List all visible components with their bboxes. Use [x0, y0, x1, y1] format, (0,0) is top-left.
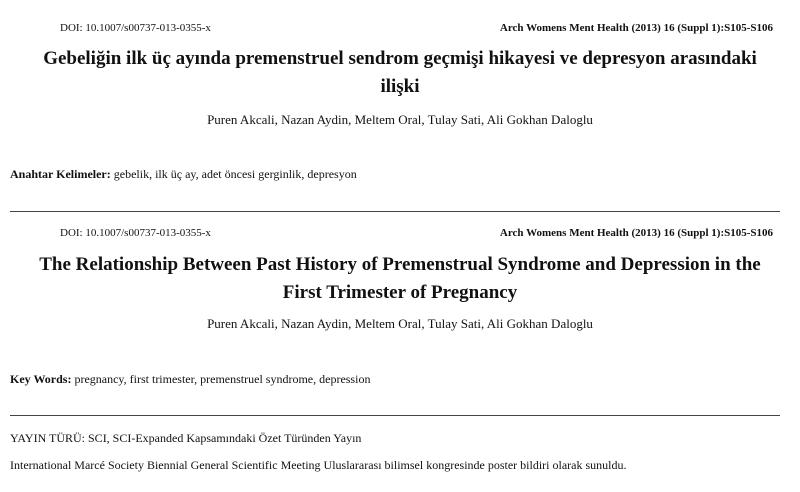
- section-divider-2: [10, 415, 780, 416]
- keywords-en: [10, 372, 370, 387]
- doi-en: DOI: 10.1007/s00737-013-0355-x: [60, 227, 211, 239]
- paper-title-tr: [0, 45, 800, 101]
- keywords-label-en: Key Words:: [10, 372, 72, 386]
- conference-note: International Marcé Society Biennial General Scientific Meeting Uluslararası bilimsel kongresinde poster bildiri olarak sunuldu.: [10, 458, 627, 472]
- keywords-label-tr: Anahtar Kelimeler:: [10, 167, 111, 181]
- journal-citation-en: Arch Womens Ment Health (2013) 16 (Suppl 1):S105-S106: [499, 227, 773, 239]
- authors-en: Puren Akcali, Nazan Aydin, Meltem Oral, Tulay Sati, Ali Gokhan Daloglu: [207, 316, 593, 331]
- section-divider-1: [10, 211, 780, 212]
- paper-title-tr-line1: Gebeliğin ilk üç ayında premenstruel sendrom geçmişi hikayesi ve depresyon arasındaki: [43, 48, 757, 69]
- paper-title-en-line1: The Relationship Between Past History of Premenstrual Syndrome and Depression in the: [39, 254, 761, 275]
- paper-title-en-line2: First Trimester of Pregnancy: [282, 282, 518, 303]
- keywords-tr: [10, 167, 357, 182]
- keywords-text-en: pregnancy, first trimester, premenstruel syndrome, depression: [71, 372, 371, 386]
- journal-citation-tr: Arch Womens Ment Health (2013) 16 (Suppl 1):S105-S106: [499, 22, 773, 34]
- publication-type: YAYIN TÜRÜ: SCI, SCI-Expanded Kapsamındaki Özet Türünden Yayın: [10, 431, 362, 445]
- paper-title-en: [0, 251, 800, 307]
- paper-title-tr-line2: ilişki: [380, 76, 420, 97]
- authors-tr: Puren Akcali, Nazan Aydin, Meltem Oral, Tulay Sati, Ali Gokhan Daloglu: [207, 112, 593, 127]
- doi-tr: DOI: 10.1007/s00737-013-0355-x: [60, 22, 211, 34]
- keywords-text-tr: gebelik, ilk üç ay, adet öncesi gerginlik, depresyon: [110, 167, 357, 181]
